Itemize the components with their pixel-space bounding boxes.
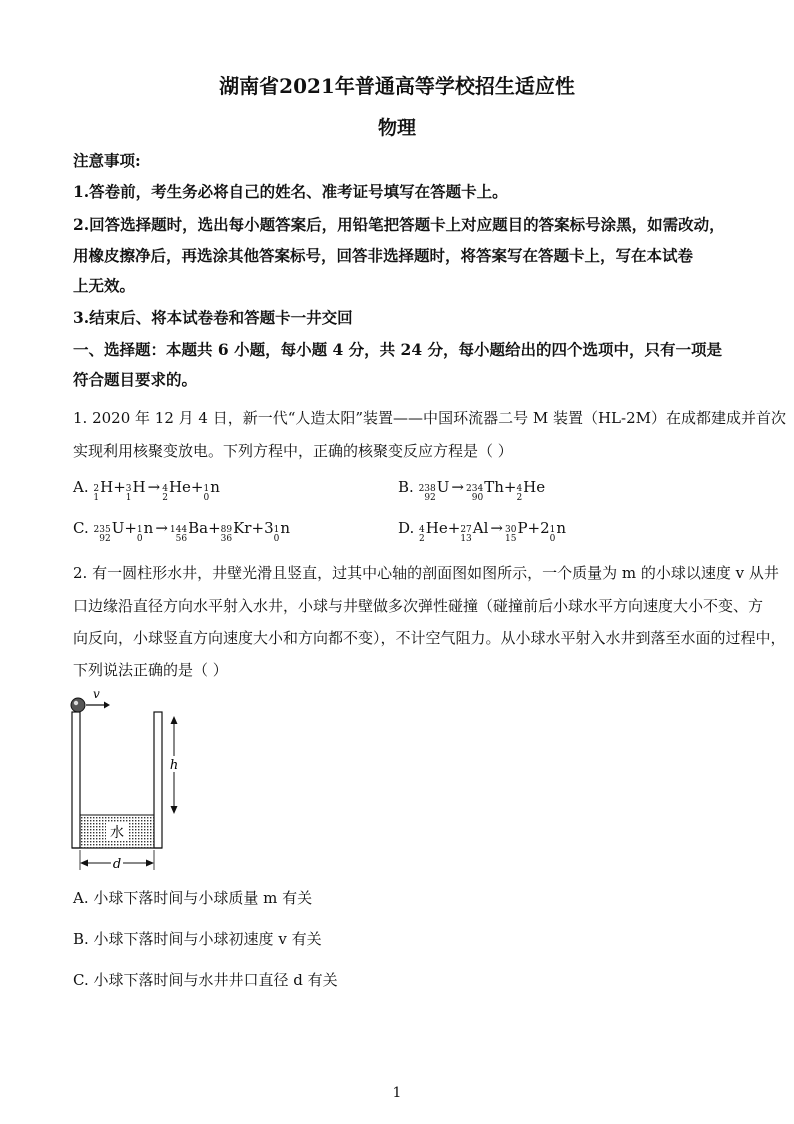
- nuclide: 234 90 Th: [466, 478, 504, 503]
- nuclide: 89 36 Kr: [220, 519, 252, 544]
- option-label: C.: [73, 519, 89, 537]
- reaction-arrow: →: [147, 478, 161, 496]
- velocity-arrowhead: [104, 702, 110, 709]
- nuclide: 238 92 U: [418, 478, 450, 503]
- note-item-2-line-3: 上无效。: [73, 276, 136, 295]
- reaction-arrow: →: [155, 519, 168, 537]
- diameter-label: d: [112, 857, 122, 872]
- question-2-line-1: 2. 有一圆柱形水井，井壁光滑且竖直，过其中心轴的剖面图如图所示，一个质量为 m 的小球以速度 v 从井: [73, 564, 779, 582]
- option-label: D.: [398, 519, 415, 537]
- velocity-label: v: [93, 688, 100, 701]
- height-label: h: [169, 758, 179, 773]
- nuclide: 2 1 H: [93, 478, 114, 503]
- question-2-line-2: 口边缘沿直径方向水平射入水井，小球与井壁做多次弹性碰撞（碰撞前后小球水平方向速度大小不变、方: [73, 597, 764, 615]
- ball: [71, 698, 85, 712]
- nuclide: 144 56 Ba: [169, 519, 209, 544]
- question-1-line-2: 实现利用核聚变放电。下列方程中，正确的核聚变反应方程是（ ）: [73, 442, 513, 460]
- q2-option-c[interactable]: C. 小球下落时间与水井井口直径 d 有关: [73, 971, 338, 989]
- page-number: 1: [392, 1085, 402, 1101]
- reaction-arrow: →: [451, 478, 464, 496]
- q2-option-b[interactable]: B. 小球下落时间与小球初速度 v 有关: [73, 930, 322, 948]
- nuclide: 3 1 H: [125, 478, 146, 503]
- ball-highlight: [74, 701, 78, 705]
- option-label: A.: [73, 478, 89, 496]
- question-2-line-3: 向反向，小球竖直方向速度大小和方向都不变），不计空气阻力。从小球水平射入水井到落至水面的过程中，: [73, 629, 786, 647]
- q1-option-d[interactable]: D. 4 2 He + 27 13 Al → 30 15 P +2 1 0 n: [398, 519, 567, 544]
- diameter-arrow-right: [146, 860, 154, 867]
- nuclide: 235 92 U: [93, 519, 125, 544]
- left-well-wall: [72, 712, 80, 848]
- exam-title: 湖南省2021年普通高等学校招生适应性: [219, 74, 575, 98]
- nuclide: 27 13 Al: [460, 519, 489, 544]
- option-label: B.: [398, 478, 414, 496]
- height-arrow-bottom: [171, 806, 178, 814]
- note-item-3: 3.结束后、将本试卷卷和答题卡一井交回: [73, 308, 353, 327]
- question-2-line-4: 下列说法正确的是（ ）: [73, 661, 228, 679]
- section-heading-line-1: 一、选择题：本题共 6 小题，每小题 4 分，共 24 分，每小题给出的四个选项中，只有一项是: [73, 340, 723, 359]
- q1-option-a[interactable]: A. 2 1 H + 3 1 H → 4 2 He + 1 0 n: [73, 478, 220, 503]
- q1-option-b[interactable]: B. 238 92 U → 234 90 Th + 4 2 He: [398, 478, 546, 503]
- nuclide: 30 15 P: [505, 519, 528, 544]
- height-arrow-top: [171, 716, 178, 724]
- question-1-line-1: 1. 2020 年 12 月 4 日，新一代“人造太阳”装置——中国环流器二号 M 装置（HL-2M）在成都建成并首次: [73, 409, 786, 427]
- nuclide: 1 0 n: [203, 478, 220, 503]
- nuclide: 1 0 n: [549, 519, 567, 544]
- nuclide: 4 2 He: [419, 519, 448, 544]
- section-heading-line-2: 符合题目要求的。: [73, 370, 198, 389]
- well-diagram: [66, 688, 196, 876]
- reaction-arrow: →: [490, 519, 503, 537]
- nuclide: 1 0 n: [273, 519, 291, 544]
- nuclide: 1 0 n: [136, 519, 154, 544]
- q2-option-a[interactable]: A. 小球下落时间与小球质量 m 有关: [73, 889, 313, 907]
- right-well-wall: [154, 712, 162, 848]
- nuclide: 4 2 He: [516, 478, 546, 503]
- note-item-1: 1.答卷前，考生务必将自己的姓名、准考证号填写在答题卡上。: [73, 182, 508, 201]
- notes-heading: 注意事项:: [73, 151, 141, 170]
- exam-subject: 物理: [377, 117, 416, 139]
- note-item-2-line-1: 2.回答选择题时，选出每小题答案后，用铅笔把答题卡上对应题目的答案标号涂黑，如需改动，: [73, 215, 725, 234]
- nuclide: 4 2 He: [162, 478, 191, 503]
- water-label: 水: [110, 825, 124, 841]
- note-item-2-line-2: 用橡皮擦净后，再选涂其他答案标号，回答非选择题时，将答案写在答题卡上，写在本试卷: [73, 246, 694, 265]
- diameter-arrow-left: [80, 860, 88, 867]
- q1-option-c[interactable]: C. 235 92 U + 1 0 n → 144 56 Ba + 89 36 Kr +3 1 0 n: [73, 519, 291, 544]
